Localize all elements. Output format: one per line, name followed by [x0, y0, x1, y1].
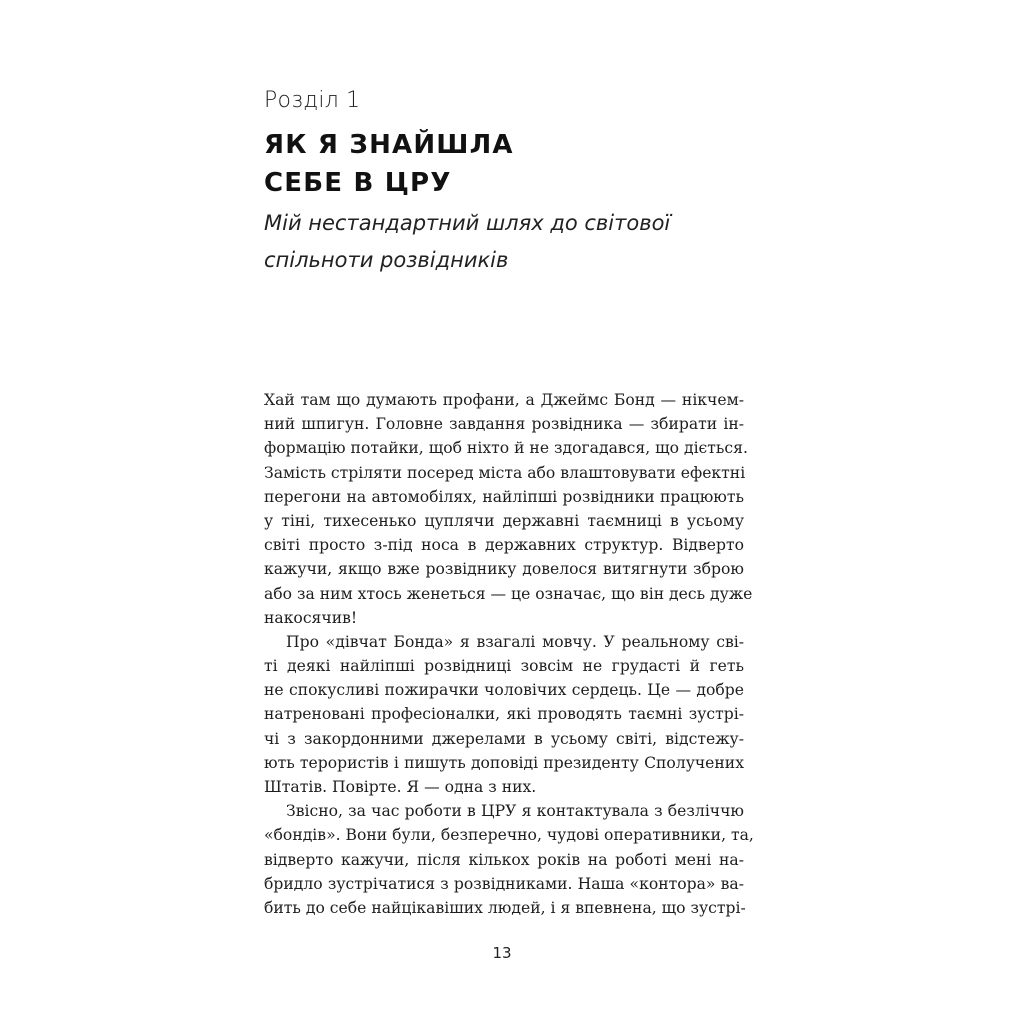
- text-line: світі просто з-під носа в державних структур. Відверто: [264, 536, 744, 555]
- text-line: ють терористів і пишуть доповіді президенту Сполучених: [264, 753, 744, 772]
- text-line: у тіні, тихесенько цуплячи державні таємниці в усьому: [264, 511, 744, 530]
- chapter-label: Розділ 1: [264, 88, 361, 113]
- text-line: формацію потайки, щоб ніхто й не здогадався, що діється.: [264, 439, 748, 458]
- chapter-title-line: ЯК Я ЗНАЙШЛА: [264, 130, 514, 160]
- text-line: кажучи, якщо вже розвіднику довелося витягнути зброю: [264, 560, 744, 579]
- text-line: натреновані професіоналки, які проводять таємні зустрі-: [264, 705, 744, 724]
- text-line: ний шпигун. Головне завдання розвідника — збирати ін-: [264, 415, 744, 434]
- text-line: Хай там що думають профани, а Джеймс Бонд — нікчем-: [264, 391, 744, 409]
- paragraph-3: [264, 799, 754, 920]
- chapter-title: [264, 126, 514, 202]
- text-line: не спокусливі пожирачки чоловічих сердець. Це — добре: [264, 681, 744, 700]
- text-line: чі з закордонними джерелами в усьому світі, відстежу-: [264, 729, 744, 748]
- text-line: перегони на автомобілях, найліпші розвідники працюють: [264, 487, 744, 506]
- text-line: Звісно, за час роботи в ЦРУ я контактувала з безліччю: [286, 802, 744, 821]
- chapter-subtitle: [264, 205, 670, 279]
- text-line: або за ним хтось женеться — це означає, що він десь дуже: [264, 584, 753, 603]
- text-line: ті деякі найліпші розвідниці зовсім не грудасті й геть: [264, 657, 744, 676]
- subtitle-line: спільноти розвідників: [264, 248, 509, 272]
- text-line: Штатів. Повірте. Я — одна з них.: [264, 778, 537, 796]
- text-line: відверто кажучи, після кількох років на роботі мені на-: [264, 850, 744, 869]
- text-line: Про «дівчат Бонда» я взагалі мовчу. У реальному сві-: [286, 632, 744, 651]
- text-line: Замість стріляти посеред міста або влаштовувати ефектні: [264, 463, 746, 482]
- body-text: [264, 388, 754, 920]
- page-number: 13: [492, 944, 512, 962]
- paragraph-2: [264, 630, 744, 799]
- paragraph-1: [264, 388, 753, 630]
- text-line: бридло зустрічатися з розвідниками. Наша «контора» ва-: [264, 874, 744, 893]
- text-line: накосячив!: [264, 608, 358, 627]
- text-line: «бондів». Вони були, безперечно, чудові оперативники, та,: [264, 826, 754, 845]
- chapter-title-line: СЕБЕ В ЦРУ: [264, 168, 452, 198]
- subtitle-line: Мій нестандартний шлях до світової: [264, 211, 671, 235]
- text-line: бить до себе найцікавіших людей, і я впевнена, що зустрі-: [264, 898, 746, 917]
